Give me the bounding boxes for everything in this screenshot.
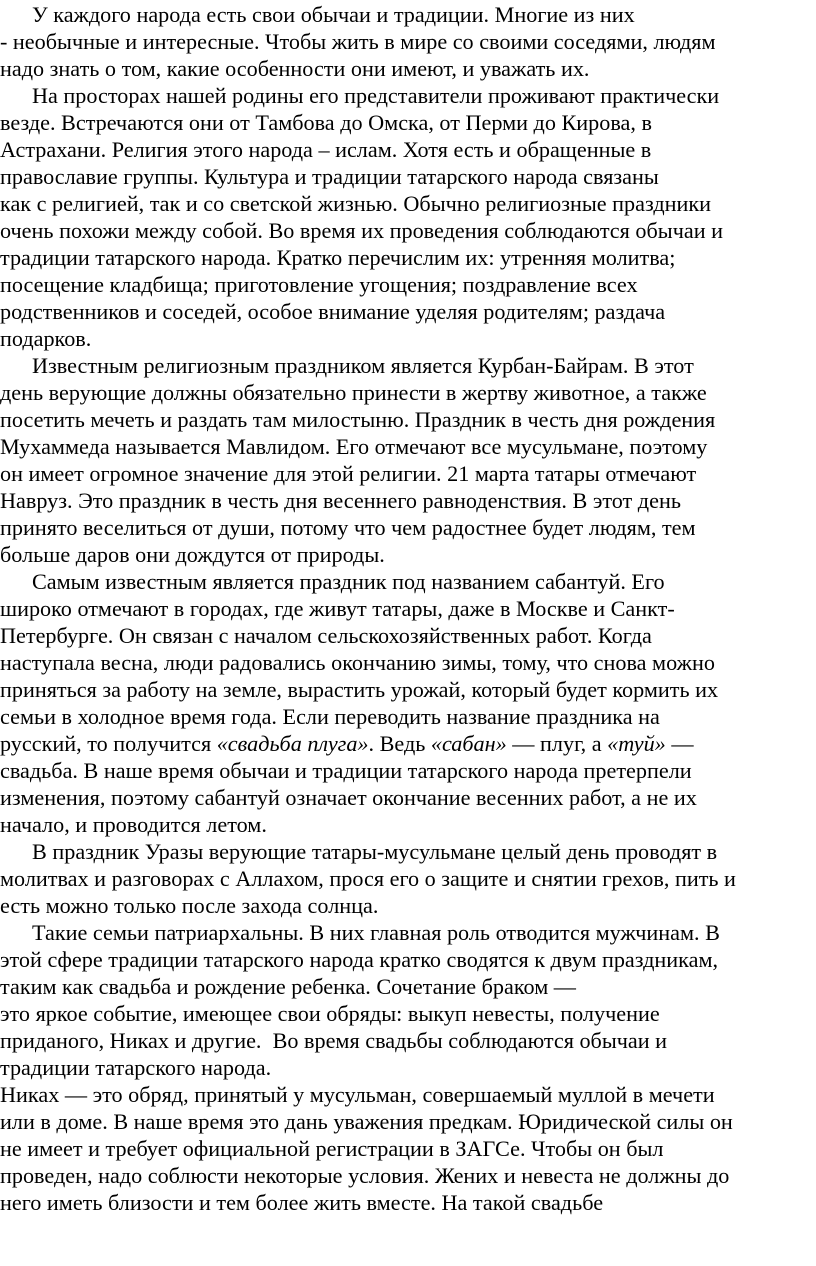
text-line: наступала весна, люди радовались окончанию зимы, тому, что снова можно — [0, 650, 715, 675]
text-line: Известным религиозным праздником является Курбан-Байрам. В этот — [32, 353, 694, 378]
text-line: таким как свадьба и рождение ребенка. Сочетание браком — — [0, 974, 576, 999]
text-line: подарков. — [0, 326, 92, 351]
text-line: На просторах нашей родины его представители проживают практически — [32, 83, 720, 108]
text-line: проведен, надо соблюсти некоторые условия. Жених и невеста не должны до — [0, 1163, 730, 1188]
text-line: свадьба. В наше время обычаи и традиции татарского народа претерпели — [0, 758, 692, 783]
italic-term: «туй» — [607, 731, 666, 756]
text-line-mixed — [0, 731, 694, 758]
text-line: него иметь близости и тем более жить вместе. На такой свадьбе — [0, 1190, 604, 1215]
text-line: В праздник Уразы верующие татары-мусульмане целый день проводят в — [32, 839, 718, 864]
text-line: широко отмечают в городах, где живут татары, даже в Москве и Санкт- — [0, 596, 675, 621]
text-line: посетить мечеть и раздать там милостыню. Праздник в честь дня рождения — [0, 407, 716, 432]
text-run: — — [665, 731, 694, 756]
text-line: день верующие должны обязательно принести в жертву животное, а также — [0, 380, 707, 405]
text-line: Самым известным является праздник под названием сабантуй. Его — [32, 569, 665, 594]
text-line: - необычные и интересные. Чтобы жить в мире со своими соседями, людям — [0, 29, 716, 54]
text-run: . Ведь — [368, 731, 431, 756]
text-line: как с религией, так и со светской жизнью. Обычно религиозные праздники — [0, 191, 712, 216]
text-line: надо знать о том, какие особенности они имеют, и уважать их. — [0, 56, 590, 81]
text-line: не имеет и требует официальной регистрации в ЗАГСе. Чтобы он был — [0, 1136, 664, 1161]
text-line: изменения, поэтому сабантуй означает окончание весенних работ, а не их — [0, 785, 697, 810]
text-line: он имеет огромное значение для этой религии. 21 марта татары отмечают — [0, 461, 697, 486]
text-line: принято веселиться от души, потому что чем радостнее будет людям, тем — [0, 515, 696, 540]
text-line: посещение кладбища; приготовление угощения; поздравление всех — [0, 272, 638, 297]
text-line: православие группы. Культура и традиции татарского народа связаны — [0, 164, 659, 189]
text-line: Навруз. Это праздник в честь дня весеннего равноденствия. В этот день — [0, 488, 681, 513]
text-line: это яркое событие, имеющее свои обряды: выкуп невесты, получение — [0, 1001, 660, 1026]
text-line: Никах — это обряд, принятый у мусульман, совершаемый муллой в мечети — [0, 1082, 715, 1107]
text-line: традиции татарского народа. Кратко перечислим их: утренняя молитва; — [0, 245, 676, 270]
text-line: везде. Встречаются они от Тамбова до Омска, от Перми до Кирова, в — [0, 110, 652, 135]
text-line: есть можно только после захода солнца. — [0, 893, 379, 918]
text-line: приданого, Никах и другие. Во время свадьбы соблюдаются обычаи и — [0, 1028, 668, 1053]
text-run: русский, то получится — [0, 731, 217, 756]
text-line: родственников и соседей, особое внимание уделяя родителям; раздача — [0, 299, 666, 324]
text-line: Мухаммеда называется Мавлидом. Его отмечают все мусульмане, поэтому — [0, 434, 708, 459]
text-line: традиции татарского народа. — [0, 1055, 272, 1080]
text-line: этой сфере традиции татарского народа кратко сводятся к двум праздникам, — [0, 947, 719, 972]
text-line: Астрахани. Религия этого народа – ислам. Хотя есть и обращенные в — [0, 137, 652, 162]
text-line: семьи в холодное время года. Если переводить название праздника на — [0, 704, 660, 729]
text-line: начало, и проводится летом. — [0, 812, 267, 837]
text-line: Такие семьи патриархальны. В них главная роль отводится мужчинам. В — [32, 920, 720, 945]
text-line: молитвах и разговорах с Аллахом, прося его о защите и снятии грехов, пить и — [0, 866, 736, 891]
text-line: У каждого народа есть свои обычаи и традиции. Многие из них — [32, 2, 635, 27]
italic-term: «свадьба плуга» — [216, 731, 369, 756]
text-line: больше даров они дождутся от природы. — [0, 542, 385, 567]
italic-term: «сабан» — [430, 731, 507, 756]
text-line: очень похожи между собой. Во время их проведения соблюдаются обычаи и — [0, 218, 723, 243]
text-line: или в доме. В наше время это дань уважения предкам. Юридической силы он — [0, 1109, 733, 1134]
text-line: приняться за работу на земле, вырастить урожай, который будет кормить их — [0, 677, 719, 702]
text-line: Петербурге. Он связан с началом сельскохозяйственных работ. Когда — [0, 623, 652, 648]
text-run: — плуг, а — [506, 731, 608, 756]
